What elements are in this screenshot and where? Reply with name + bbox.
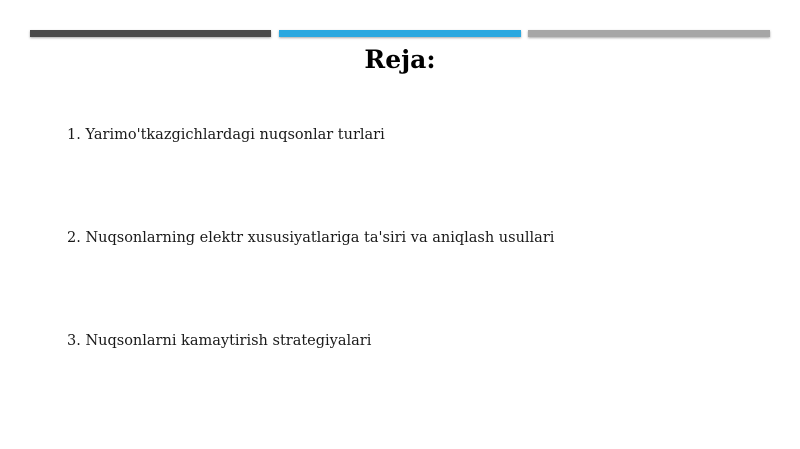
plan-item-1: 1. Yarimo'tkazgichlardagi nuqsonlar turlari <box>67 127 385 143</box>
plan-item-2: 2. Nuqsonlarning elektr xususiyatlariga ta'siri va aniqlash usullari <box>67 230 555 246</box>
decorative-bar-dark <box>30 30 271 37</box>
plan-item-3: 3. Nuqsonlarni kamaytirish strategiyalari <box>67 333 372 349</box>
decorative-bar-blue <box>279 30 521 37</box>
decorative-bar-gray <box>528 30 770 37</box>
slide-title: Reja: <box>364 45 436 74</box>
